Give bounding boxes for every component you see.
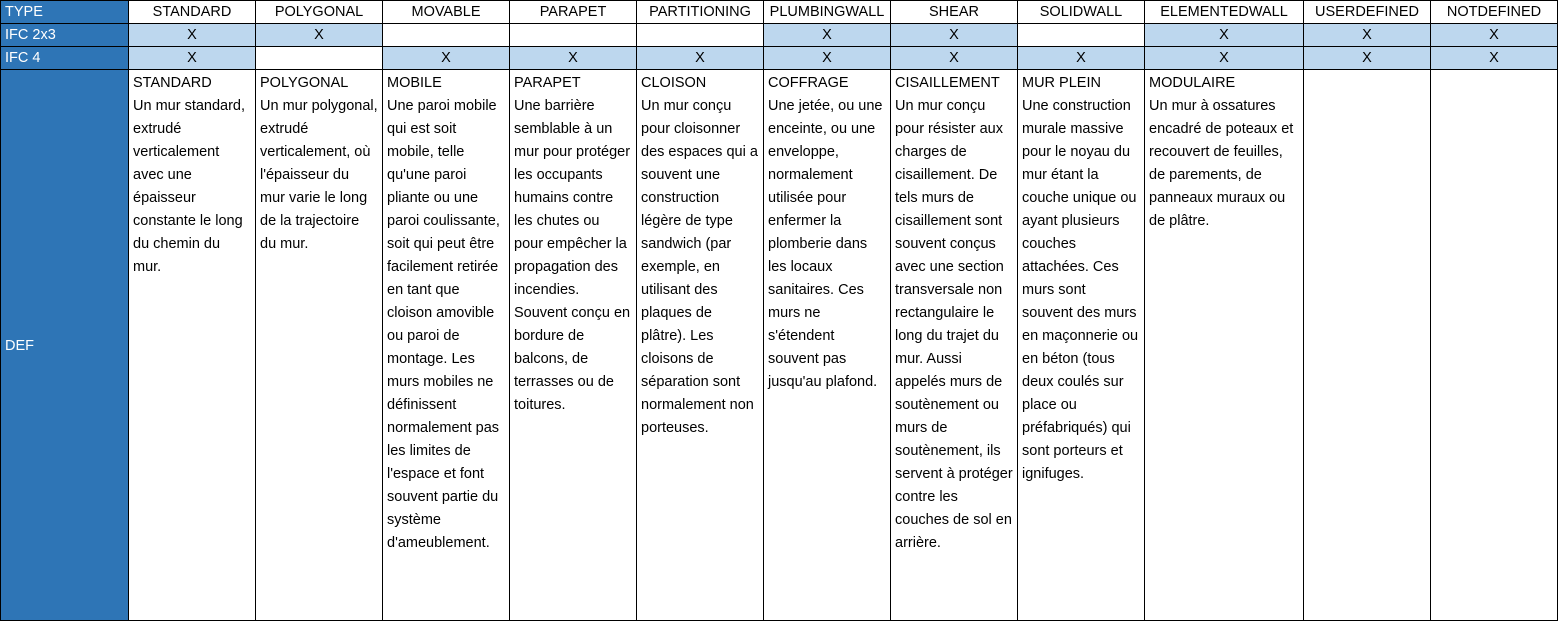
def-cell — [1018, 70, 1145, 621]
def-row-label: DEF — [1, 70, 129, 621]
ifc2x3-cell — [510, 24, 637, 47]
ifc4-cell: X — [764, 47, 891, 70]
def-cell — [510, 70, 637, 621]
def-row — [1, 70, 1558, 621]
def-term: PARAPET — [514, 75, 581, 91]
def-term: CLOISON — [641, 75, 707, 91]
type-cell: ELEMENTEDWALL — [1145, 1, 1304, 24]
ifc4-cell — [256, 47, 383, 70]
ifc4-cell: X — [129, 47, 256, 70]
type-row — [1, 1, 1558, 24]
ifc2x3-cell — [383, 24, 510, 47]
ifc4-cell: X — [383, 47, 510, 70]
def-text: Une jetée, ou une enceinte, ou une enveloppe, normalement utilisée pour enfermer la plomberie dans les locaux sanitaires. Ces murs ne s'étendent souvent pas jusqu'au plafond. — [768, 98, 883, 390]
type-cell: POLYGONAL — [256, 1, 383, 24]
type-cell: SHEAR — [891, 1, 1018, 24]
ifc2x3-cell: X — [129, 24, 256, 47]
type-row-label: TYPE — [1, 1, 129, 24]
def-cell — [1145, 70, 1304, 621]
def-term: MODULAIRE — [1149, 75, 1236, 91]
def-cell — [383, 70, 510, 621]
def-text: Une construction murale massive pour le noyau du mur étant la couche unique ou ayant plusieurs couches attachées. Ces murs sont souvent des murs en maçonnerie ou en béton (tous deux coulés sur place ou préfabriqués) qui sont porteurs et ignifuges. — [1022, 98, 1139, 482]
type-cell: PARAPET — [510, 1, 637, 24]
def-text: Une paroi mobile qui est soit mobile, telle qu'une paroi pliante ou une paroi coulissante, soit qui peut être facilement retirée en tant que cloison amovible ou paroi de montage. Les murs mobiles ne définissent normalement pas les limites de l'espace et font souvent partie du système d'ameublement. — [387, 98, 500, 551]
ifc4-cell: X — [891, 47, 1018, 70]
ifc4-cell: X — [1145, 47, 1304, 70]
ifc2x3-row — [1, 24, 1558, 47]
type-cell: NOTDEFINED — [1431, 1, 1558, 24]
def-text: Un mur standard, extrudé verticalement avec une épaisseur constante le long du chemin du mur. — [133, 98, 246, 275]
def-cell — [891, 70, 1018, 621]
def-term: STANDARD — [133, 75, 212, 91]
def-term: POLYGONAL — [260, 75, 349, 91]
def-cell — [1304, 70, 1431, 621]
ifc4-row-label: IFC 4 — [1, 47, 129, 70]
ifc4-cell: X — [1431, 47, 1558, 70]
def-cell — [637, 70, 764, 621]
ifc2x3-cell: X — [256, 24, 383, 47]
def-text: Un mur conçu pour cloisonner des espaces qui a souvent une construction légère de type sandwich (par exemple, en utilisant des plaques de plâtre). Les cloisons de séparation sont normalement non porteuses. — [641, 98, 758, 436]
ifc4-cell: X — [510, 47, 637, 70]
def-term: CISAILLEMENT — [895, 75, 1000, 91]
def-term: MUR PLEIN — [1022, 75, 1101, 91]
ifc2x3-cell: X — [1145, 24, 1304, 47]
type-cell: MOVABLE — [383, 1, 510, 24]
def-term: MOBILE — [387, 75, 442, 91]
ifc2x3-row-label: IFC 2x3 — [1, 24, 129, 47]
ifc2x3-cell: X — [764, 24, 891, 47]
def-cell — [256, 70, 383, 621]
ifc4-cell: X — [637, 47, 764, 70]
def-text: Un mur polygonal, extrudé verticalement, où l'épaisseur du mur varie le long de la trajectoire du mur. — [260, 98, 378, 252]
ifc2x3-cell: X — [1304, 24, 1431, 47]
def-text: Un mur conçu pour résister aux charges de cisaillement. De tels murs de cisaillement sont souvent conçus avec une section transversale non rectangulaire le long du trajet du mur. Aussi appelés murs de soutènement ou murs de soutènement, ils servent à protéger contre les couches de sol en arrière. — [895, 98, 1013, 551]
def-cell — [764, 70, 891, 621]
type-cell: SOLIDWALL — [1018, 1, 1145, 24]
def-text: Une barrière semblable à un mur pour protéger les occupants humains contre les chutes ou pour empêcher la propagation des incendies. Souvent conçu en bordure de balcons, de terrasses ou de toitures. — [514, 98, 631, 413]
def-cell — [129, 70, 256, 621]
def-text: Un mur à ossatures encadré de poteaux et recouvert de feuilles, de parements, de panneaux muraux ou de plâtre. — [1149, 98, 1294, 229]
type-cell: PARTITIONING — [637, 1, 764, 24]
ifc4-cell: X — [1018, 47, 1145, 70]
ifc2x3-cell: X — [891, 24, 1018, 47]
ifc2x3-cell — [1018, 24, 1145, 47]
def-term: COFFRAGE — [768, 75, 849, 91]
ifc4-row — [1, 47, 1558, 70]
type-cell: PLUMBINGWALL — [764, 1, 891, 24]
type-cell: USERDEFINED — [1304, 1, 1431, 24]
def-cell — [1431, 70, 1558, 621]
ifc4-cell: X — [1304, 47, 1431, 70]
ifc2x3-cell — [637, 24, 764, 47]
type-cell: STANDARD — [129, 1, 256, 24]
ifc2x3-cell: X — [1431, 24, 1558, 47]
